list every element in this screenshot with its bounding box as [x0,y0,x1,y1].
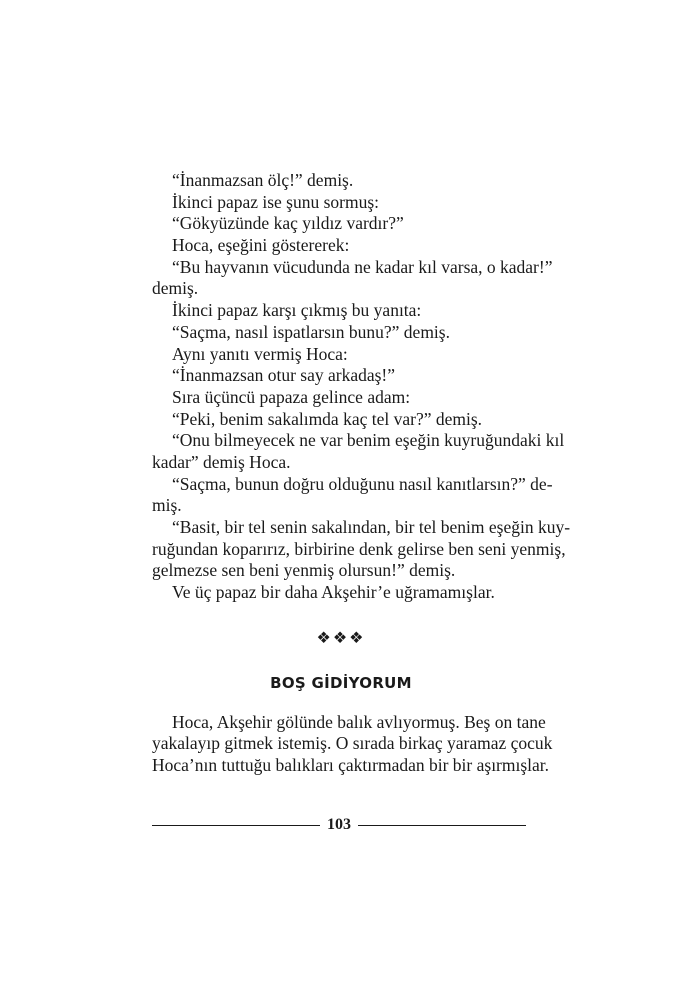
page-number: 103 [327,816,351,833]
text-line: “İnanmazsan ölç!” demiş. [172,170,354,190]
page-footer [152,815,526,835]
text-line: kadar” demiş Hoca. [152,451,291,472]
text-line: Hoca, Akşehir gölünde balık avlıyormuş. Beş on tane [172,711,546,732]
text-line: gelmezse sen beni yenmiş olursun!” demiş. [152,560,456,581]
text-line: Hoca, eşeğini göstererek: [172,235,350,256]
section-title: BOŞ GİDİYORUM [270,673,412,692]
text-line: “Saçma, nasıl ispatlarsın bunu?” demiş. [172,321,450,342]
text-line: “İnanmazsan otur say arkadaş!” [172,365,396,386]
text-line: “Bu hayvanın vücudunda ne kadar kıl varsa, o kadar!” [172,256,553,277]
text-line: İkinci papaz karşı çıkmış bu yanıta: [172,300,422,321]
text-line: Sıra üçüncü papaza gelince adam: [172,386,411,407]
text-line: ruğundan koparırız, birbirine denk gelirse ben seni yenmiş, [152,538,566,559]
text-line: Ve üç papaz bir daha Akşehir’e uğramamışlar. [172,582,495,603]
text-line: “Peki, benim sakalımda kaç tel var?” demiş. [172,408,483,429]
footer-rule-right [358,825,526,826]
text-line: miş. [152,495,182,516]
text-line: “Gökyüzünde kaç yıldız vardır?” [172,213,404,234]
page-content [152,170,571,777]
text-line: “Basit, bir tel senin sakalından, bir tel benim eşeğin kuy- [172,517,571,537]
text-line: “Saçma, bunun doğru olduğunu nasıl kanıtlarsın?” de- [172,473,553,494]
section-text [152,711,553,777]
text-line: yakalayıp gitmek istemiş. O sırada birkaç yaramaz çocuk [152,733,553,754]
footer-rule-left [152,825,320,826]
text-line: “Onu bilmeyecek ne var benim eşeğin kuyruğundaki kıl [172,430,565,451]
text-line: İkinci papaz ise şunu sormuş: [172,191,380,212]
text-line: Aynı yanıtı vermiş Hoca: [172,343,348,364]
text-line: Hoca’nın tuttuğu balıkları çaktırmadan bir bir aşırmışlar. [152,755,550,776]
text-line: demiş. [152,278,199,299]
section-divider-ornament: ❖❖❖ [316,629,366,647]
story-text [152,170,571,604]
